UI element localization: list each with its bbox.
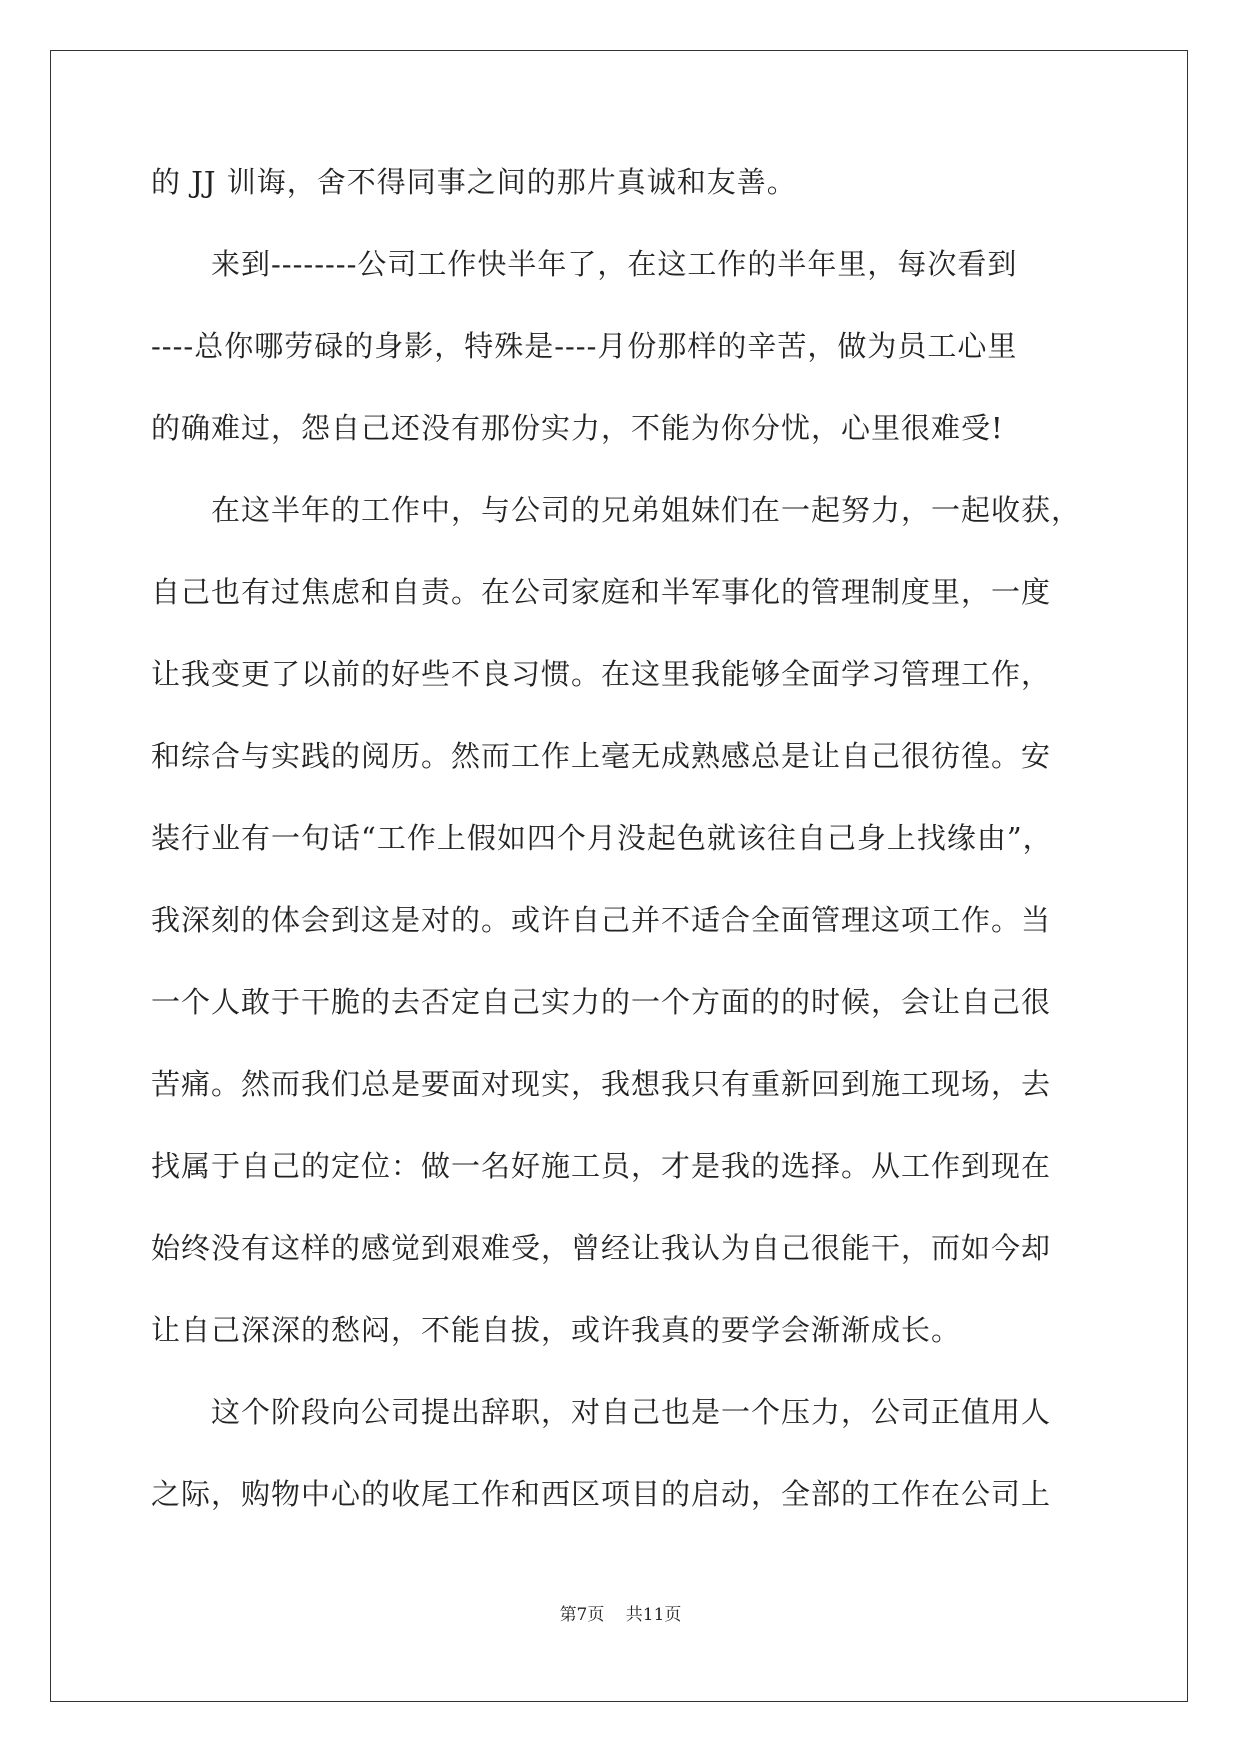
text-line: 自己也有过焦虑和自责。在公司家庭和半军事化的管理制度里，一度 [151,575,1052,609]
text-line: 一个人敢于干脆的去否定自己实力的一个方面的的时候，会让自己很 [151,985,1052,1019]
page-number: 第7页 [559,1605,605,1625]
page-total: 共11页 [625,1605,682,1625]
text-line: 这个阶段向公司提出辞职，对自己也是一个压力，公司正值用人 [151,1395,1052,1429]
text-line: ----总你哪劳碌的身影，特殊是----月份那样的辛苦，做为员工心里 [151,329,1018,363]
text-line: 让自己深深的愁闷，不能自拔，或许我真的要学会渐渐成长。 [151,1313,962,1347]
text-line: 我深刻的体会到这是对的。或许自己并不适合全面管理这项工作。当 [151,903,1052,937]
text-line: 来到--------公司工作快半年了，在这工作的半年里，每次看到 [151,247,1018,281]
text-line: 的 JJ 训诲，舍不得同事之间的那片真诚和友善。 [151,165,797,199]
text-line: 装行业有一句话“工作上假如四个月没起色就该往自己身上找缘由”， [151,821,1053,855]
text-line: 找属于自己的定位：做一名好施工员，才是我的选择。从工作到现在 [151,1149,1052,1183]
text-line: 之际，购物中心的收尾工作和西区项目的启动，全部的工作在公司上 [151,1477,1052,1511]
text-line: 苦痛。然而我们总是要面对现实，我想我只有重新回到施工现场，去 [151,1067,1052,1101]
text-line: 始终没有这样的感觉到艰难受，曾经让我认为自己很能干，而如今却 [151,1231,1052,1265]
text-line: 在这半年的工作中，与公司的兄弟姐妹们在一起努力，一起收获， [151,493,1082,527]
text-line: 让我变更了以前的好些不良习惯。在这里我能够全面学习管理工作， [151,657,1052,691]
text-line: 的确难过，怨自己还没有那份实力，不能为你分忧，心里很难受! [151,411,1004,445]
page-footer [0,1603,1241,1627]
text-line: 和综合与实践的阅历。然而工作上毫无成熟感总是让自己很彷徨。安 [151,739,1052,773]
page-border [50,50,1188,1702]
